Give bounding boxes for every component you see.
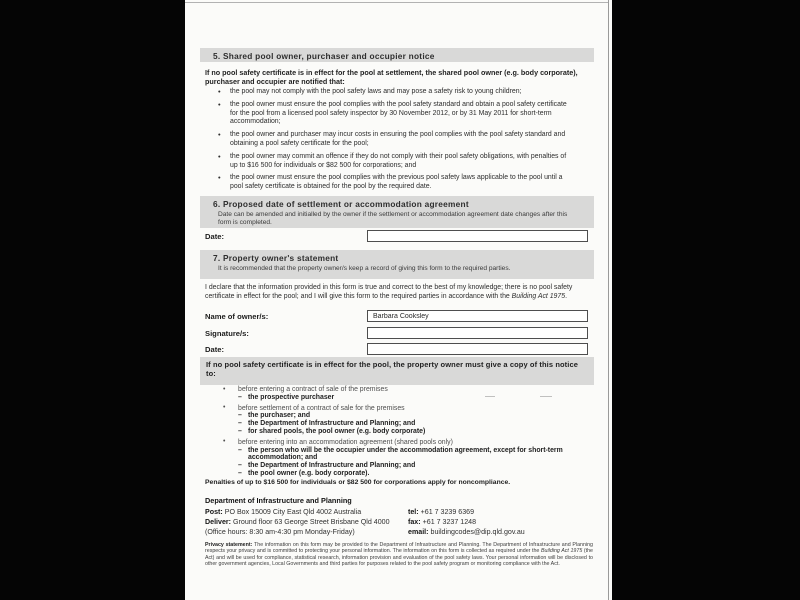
- deliver-label: Deliver:: [205, 518, 232, 526]
- scan-artifact-top-line: [185, 2, 609, 3]
- owner-date-row: [185, 343, 612, 356]
- notice-subitem: – the Department of Infrastructure and Planning; and: [205, 462, 583, 470]
- office-hours: (Office hours: 8:30 am-4:30 pm Monday-Friday): [205, 528, 355, 536]
- notice-group: [205, 386, 583, 402]
- section5-bullet-list: [205, 88, 569, 196]
- section5-intro: If no pool safety certificate is in effect for the pool at settlement, the shared pool owner (e.g. body corporate), purchaser and occupier are notified that:: [205, 68, 578, 87]
- notice-subitem: – the purchaser; and: [205, 412, 583, 420]
- fax: [408, 518, 476, 526]
- settlement-date-label: Date:: [205, 232, 224, 241]
- footer-row: [205, 518, 595, 528]
- tel-value: +61 7 3239 6369: [420, 508, 475, 516]
- section5-title: 5. Shared pool owner, purchaser and occupier notice: [213, 51, 435, 61]
- footer-row: [205, 528, 595, 538]
- settlement-date-row: [185, 230, 612, 243]
- notice-group: [205, 439, 583, 478]
- fax-value: +61 7 3237 1248: [422, 518, 477, 526]
- declaration-act-reference: Building Act 1975: [511, 293, 566, 301]
- notice-subitem: – the prospective purchaser: [205, 394, 583, 402]
- bullet-item: • the pool owner must ensure the pool complies with the pool safety standard and obtain a pool safety certificate for the pool from a licensed pool safety inspector by 30 November 2012, or by 31 May 2011 for short-term accommodation;: [205, 101, 569, 127]
- owner-signature-input[interactable]: [367, 327, 588, 339]
- email-value: buildingcodes@dip.qld.gov.au: [430, 528, 525, 536]
- footer-row: [205, 508, 595, 518]
- section6-title: 6. Proposed date of settlement or accommodation agreement: [213, 199, 469, 209]
- section7-title: 7. Property owner's statement: [213, 253, 339, 263]
- owner-date-label: Date:: [205, 345, 224, 354]
- fax-label: fax:: [408, 518, 421, 526]
- bullet-item: • the pool owner may commit an offence if they do not comply with their pool safety obligations, with penalties of up to $16 500 for individuals or $82 500 for corporations; and: [205, 153, 569, 171]
- notice-heading: If no pool safety certificate is in effect for the pool, the property owner must give a copy of this notice to:: [206, 360, 579, 379]
- notice-subitem: – for shared pools, the pool owner (e.g. body corporate): [205, 428, 583, 436]
- tel-label: tel:: [408, 508, 419, 516]
- deliver-address: [205, 518, 390, 526]
- owner-name-label: Name of owner/s:: [205, 312, 269, 321]
- notice-subitem: – the pool owner (e.g. body corporate).: [205, 470, 583, 478]
- owner-date-input[interactable]: [367, 343, 588, 355]
- deliver-value: Ground floor 63 George Street Brisbane Qld 4000: [233, 518, 390, 526]
- section6-note: Date can be amended and initialled by the owner if the settlement or accommodation agreement date changes after this form is completed.: [218, 211, 568, 226]
- privacy-text: (the Act) and will be used for compliance, statistical research, information provision and evaluation of the pool safety laws. Your personal information will be disclosed to other government agencies, Local Governments and third parties for purposes related to the pool safety program or monitoring compliance with the Act.: [205, 548, 594, 568]
- owner-name-row: [185, 310, 612, 323]
- section6-header-bar: [200, 196, 594, 228]
- privacy-statement: [205, 542, 593, 568]
- telephone: [408, 508, 474, 516]
- scan-artifact-page-edge: [608, 0, 609, 600]
- privacy-label: Privacy statement:: [205, 542, 253, 548]
- bullet-item: • the pool owner and purchaser may incur costs in ensuring the pool complies with the pool safety standard and obtaining a pool safety certificate for the pool;: [205, 131, 569, 149]
- declaration-period: .: [565, 293, 567, 301]
- owner-name-input[interactable]: [367, 310, 588, 322]
- footer-contact-block: [205, 496, 595, 538]
- owner-signature-row: [185, 327, 612, 340]
- notice-subitem: – the person who will be the occupier under the accommodation agreement, except for short-term accommodation; and: [205, 447, 583, 463]
- post-label: Post:: [205, 508, 223, 516]
- notice-item: • before entering into an accommodation agreement (shared pools only): [205, 439, 583, 447]
- bullet-item: • the pool owner must ensure the pool complies with the previous pool safety laws applicable to the pool until a pool safety certificate is obtained for the pool by the required date.: [205, 174, 569, 192]
- notice-subitem: – the Department of Infrastructure and Planning; and: [205, 420, 583, 428]
- post-value: PO Box 15009 City East Qld 4002 Australia: [224, 508, 362, 516]
- notice-group: [205, 405, 583, 436]
- section7-header-bar: [200, 250, 594, 279]
- section5-header-bar: [200, 48, 594, 62]
- owner-declaration: [205, 283, 587, 302]
- bullet-item: • the pool may not comply with the pool safety laws and may pose a safety risk to young children;: [205, 88, 569, 97]
- section7-note: It is recommended that the property owner/s keep a record of giving this form to the required parties.: [218, 265, 511, 272]
- notice-list: [205, 386, 583, 478]
- department-name: Department of Infrastructure and Planning: [205, 496, 352, 505]
- notice-item: • before entering a contract of sale of the premises: [205, 386, 583, 394]
- notice-heading-bar: [200, 357, 594, 385]
- settlement-date-input[interactable]: [367, 230, 588, 242]
- email-label: email:: [408, 528, 429, 536]
- declaration-text: I declare that the information provided in this form is true and correct to the best of my knowledge; there is no pool safety certificate in effect for the pool; and I will give this form to the required parties in accordance with the: [205, 284, 573, 301]
- privacy-act-reference: Building Act 1975: [540, 548, 583, 555]
- owner-signature-label: Signature/s:: [205, 329, 249, 338]
- penalties-statement: Penalties of up to $16 500 for individuals or $82 500 for corporations apply for noncompliance.: [205, 479, 511, 486]
- privacy-text: The information on this form may be provided to the Department of Infrastructure and Planning. The Department of Infrastructure and Planning respects your privacy and is committed to protecting your personal information. The information on this form is collected as required under the: [205, 542, 594, 555]
- post-address: [205, 508, 361, 516]
- document-page: [185, 0, 612, 600]
- email: [408, 528, 525, 536]
- notice-item: • before settlement of a contract of sale for the premises: [205, 405, 583, 413]
